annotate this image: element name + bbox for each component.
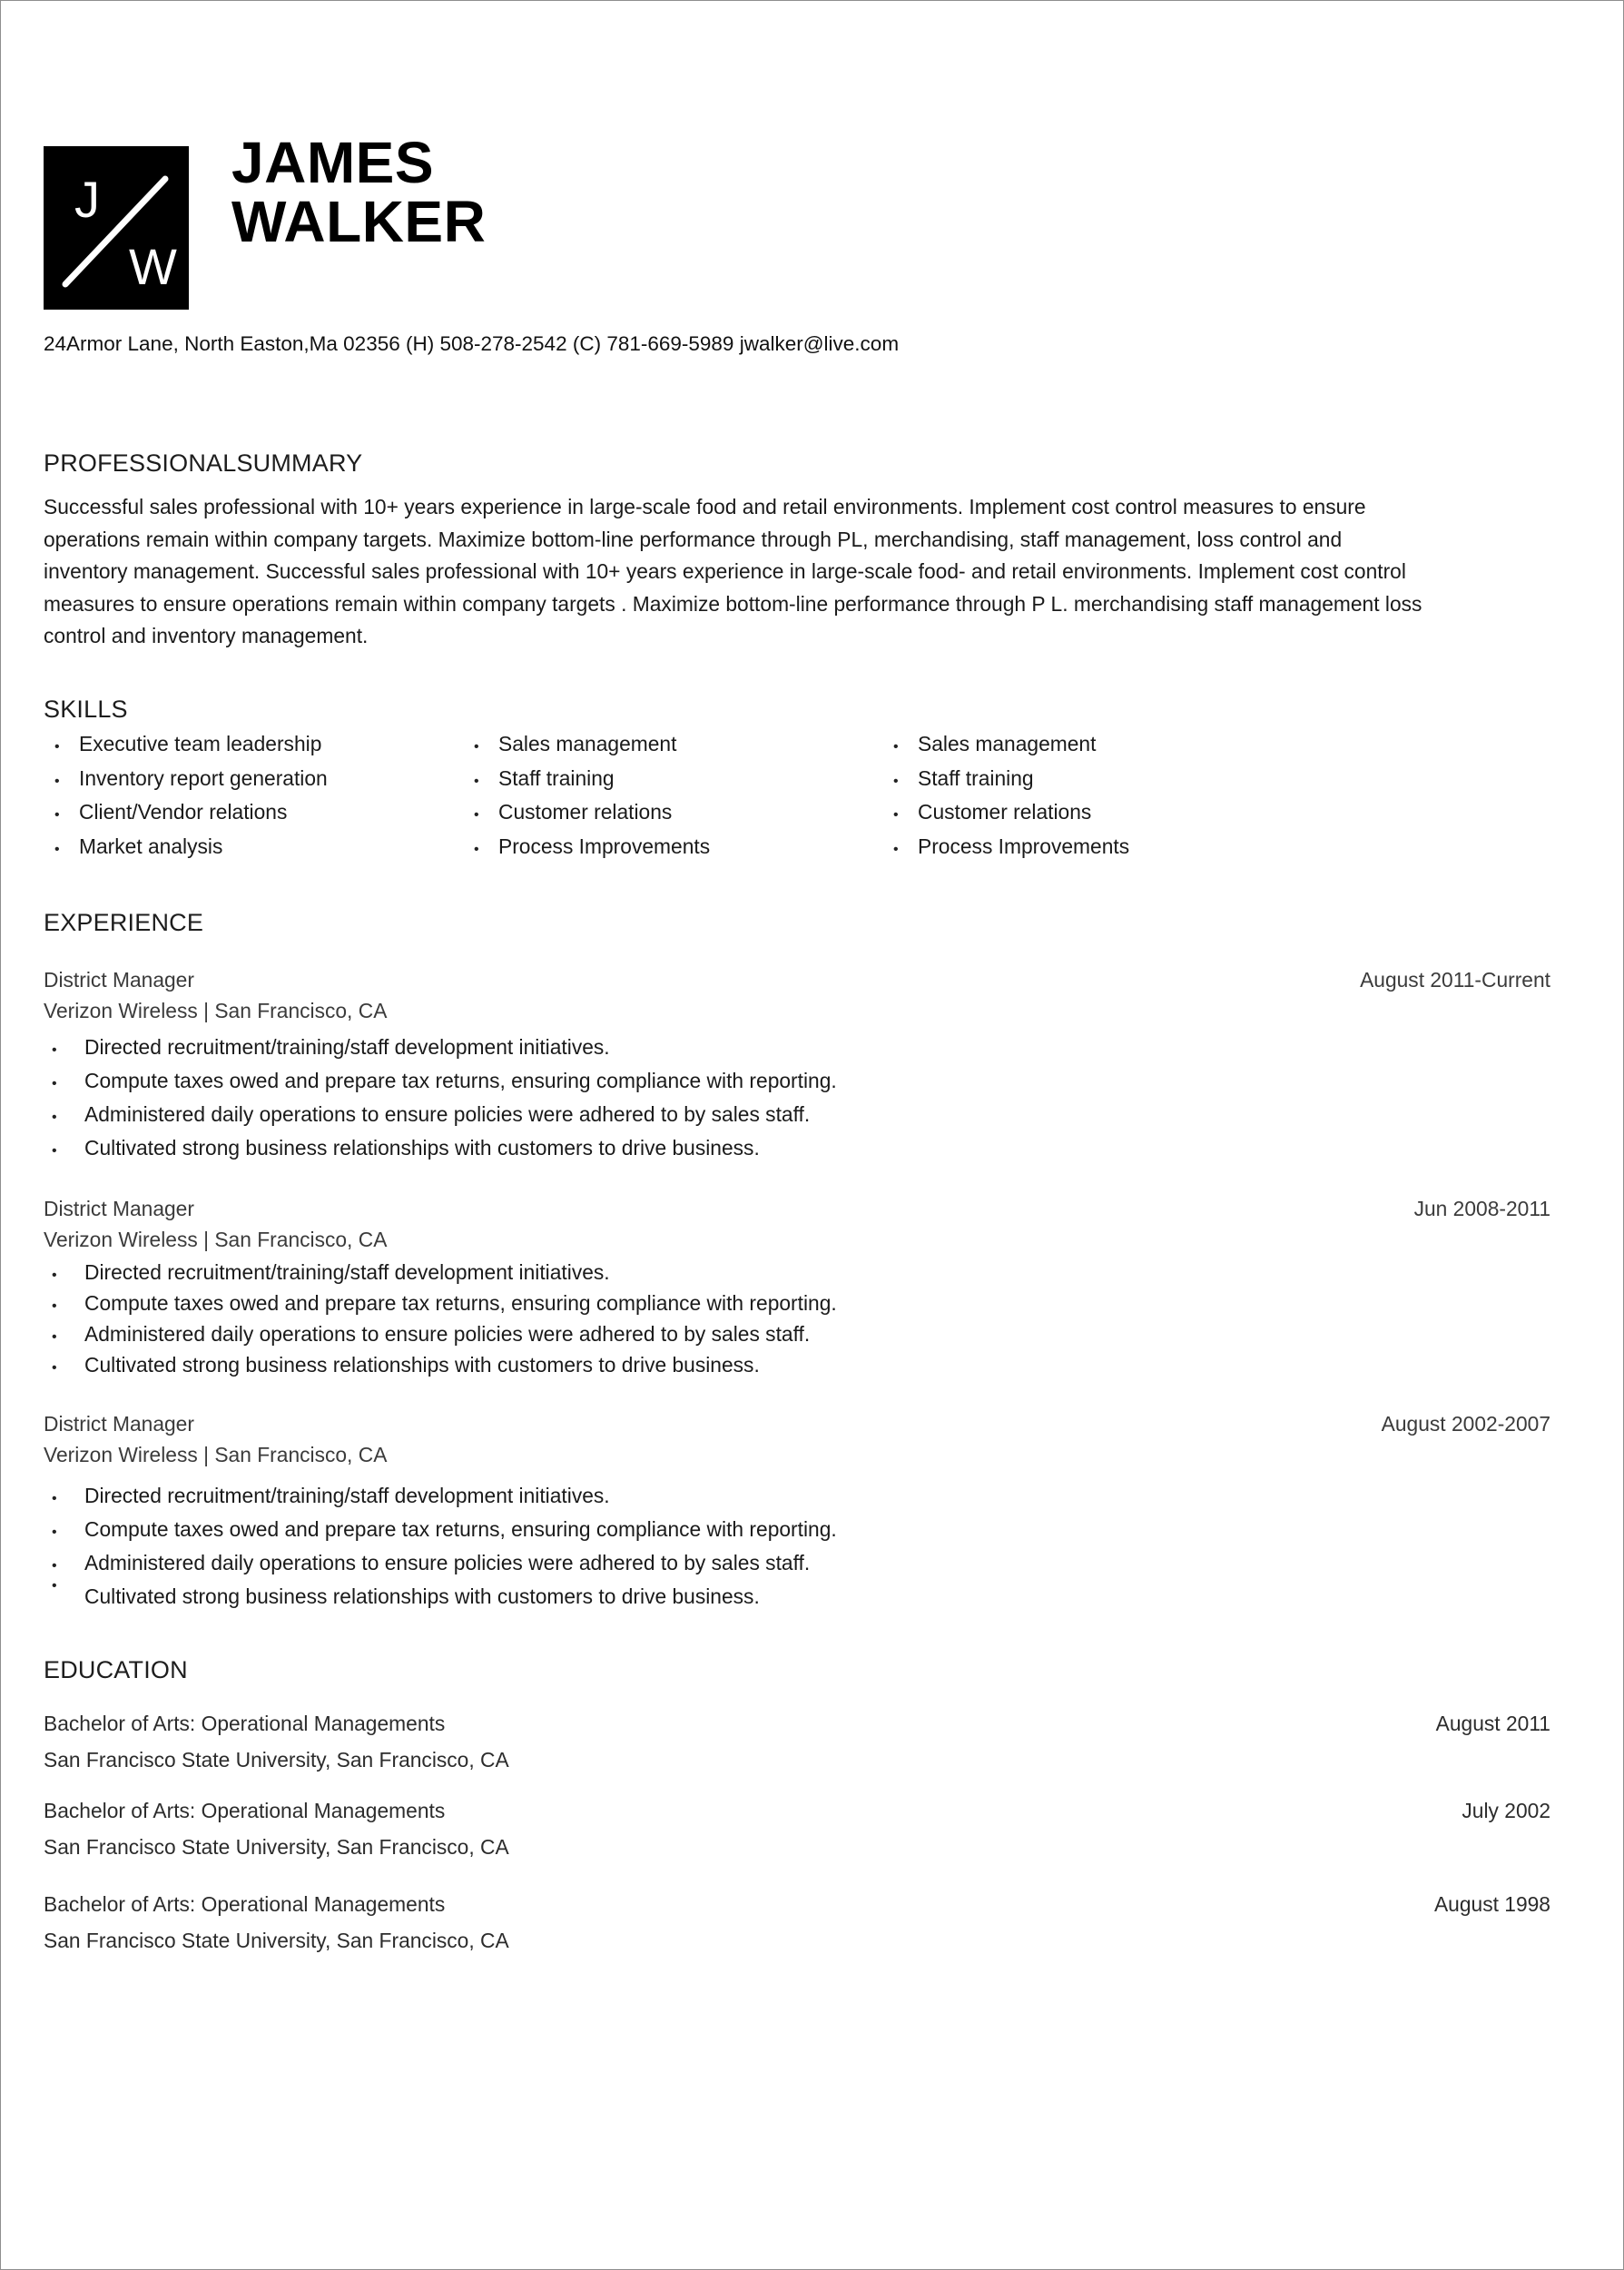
skill-item: [463, 732, 882, 766]
bullet-icon: •: [52, 1558, 57, 1574]
job-bullet: [44, 1318, 1550, 1349]
skill-item: [882, 766, 1302, 801]
experience-entry: [44, 964, 1550, 1165]
last-name: WALKER: [231, 189, 487, 255]
first-name: JAMES: [231, 130, 434, 195]
skill-item: [44, 766, 463, 801]
job-bullet-text: Administered daily operations to ensure policies were adhered to by sales staff.: [84, 1551, 811, 1574]
bullet-icon: •: [54, 807, 60, 823]
school-name-location: San Francisco State University, San Francisco, CA: [44, 1748, 509, 1772]
skill-item: [882, 800, 1302, 834]
job-bullet: [44, 1098, 1550, 1131]
skill-label: Sales management: [918, 732, 1097, 755]
skill-label: Customer relations: [498, 800, 673, 824]
degree-title: Bachelor of Arts: Operational Managements: [44, 1799, 446, 1822]
job-bullet: [44, 1131, 1550, 1165]
bullet-icon: •: [52, 1491, 57, 1506]
summary-paragraph: Successful sales professional with 10+ years experience in large-scale food and retail environments. Implement cost control measures to ensure operations remain within company targets. Maximize bottom-line performance through PL, merchandising, staff management, loss control and inventory management. Successful sales professional with 10+ years experience in large-scale food- and retail environments. Implement cost control measures to ensure operations remain within company targets . Maximize bottom-line performance through P L. merchandising staff management loss control and inventory management.: [44, 495, 1422, 647]
degree-date: July 2002: [1462, 1799, 1550, 1822]
bullet-icon: •: [893, 739, 899, 755]
job-bullet-text: Compute taxes owed and prepare tax returns, ensuring compliance with reporting.: [84, 1069, 837, 1092]
job-company-location: Verizon Wireless | San Francisco, CA: [44, 1228, 388, 1251]
candidate-name: [231, 130, 487, 255]
job-date-range: August 2011-Current: [1360, 968, 1550, 992]
job-bullet: [44, 1288, 1550, 1318]
bullet-icon: •: [52, 1143, 57, 1159]
svg-text:J: J: [74, 171, 100, 228]
skill-item: [44, 800, 463, 834]
job-bullet: [44, 1257, 1550, 1288]
job-title: District Manager: [44, 1412, 194, 1436]
job-bullet-text: Compute taxes owed and prepare tax returns, ensuring compliance with reporting.: [84, 1517, 837, 1541]
skill-label: Customer relations: [918, 800, 1092, 824]
job-title: District Manager: [44, 1197, 194, 1220]
job-date-range: August 2002-2007: [1381, 1412, 1550, 1436]
skills-grid: [44, 732, 1333, 868]
skill-label: Inventory report generation: [79, 765, 328, 790]
bullet-icon: •: [52, 1298, 57, 1314]
bullet-icon: •: [474, 807, 479, 823]
bullet-icon: •: [52, 1268, 57, 1283]
skills-column-2: [463, 732, 882, 868]
job-company-location: Verizon Wireless | San Francisco, CA: [44, 1443, 388, 1466]
skill-item: [463, 834, 882, 869]
job-bullet-list: [44, 1257, 1550, 1380]
education-entry: [44, 1792, 1550, 1865]
job-bullet: [44, 1064, 1550, 1098]
experience-entry-header: [44, 964, 1550, 995]
contact-line: 24Armor Lane, North Easton,Ma 02356 (H) 508-278-2542 (C) 781-669-5989 jwalker@live.com: [44, 332, 900, 355]
bullet-icon: •: [52, 1360, 57, 1376]
job-bullet-text: Directed recruitment/training/staff development initiatives.: [84, 1484, 610, 1507]
bullet-icon: •: [54, 773, 60, 789]
school-name-location: San Francisco State University, San Francisco, CA: [44, 1835, 509, 1859]
skill-item: [463, 766, 882, 801]
skill-label: Market analysis: [79, 834, 223, 858]
skill-label: Client/Vendor relations: [79, 800, 288, 824]
skill-label: Process Improvements: [918, 834, 1130, 858]
skill-item: [882, 834, 1302, 869]
job-bullet-text: Directed recruitment/training/staff development initiatives.: [84, 1260, 610, 1284]
svg-text:W: W: [129, 238, 177, 295]
job-bullet-text: Cultivated strong business relationships with customers to drive business.: [84, 1584, 760, 1608]
job-bullet: [44, 1479, 1550, 1513]
bullet-icon: •: [893, 807, 899, 823]
job-bullet: [44, 1031, 1550, 1064]
monogram-logo-icon: [44, 146, 189, 310]
skill-label: Sales management: [498, 732, 677, 755]
job-bullet: [44, 1546, 1550, 1580]
skill-item: [44, 834, 463, 869]
education-entry: [44, 1705, 1550, 1778]
bullet-icon: •: [52, 1076, 57, 1091]
experience-entry-header: [44, 1193, 1550, 1224]
education-entry-header: [44, 1705, 1550, 1742]
section-heading-education: EDUCATION: [44, 1656, 188, 1683]
bullet-icon: •: [474, 739, 479, 755]
job-bullet-text: Administered daily operations to ensure policies were adhered to by sales staff.: [84, 1102, 811, 1126]
skills-column-1: [44, 732, 463, 868]
education-entry-header: [44, 1886, 1550, 1922]
bullet-icon: •: [52, 1110, 57, 1125]
job-company-location: Verizon Wireless | San Francisco, CA: [44, 999, 388, 1022]
job-bullet-text: Cultivated strong business relationships with customers to drive business.: [84, 1353, 760, 1377]
job-bullet: [44, 1349, 1550, 1380]
education-entry: [44, 1886, 1550, 1959]
bullet-icon: •: [893, 841, 899, 857]
bullet-icon: •: [52, 1042, 57, 1058]
job-bullet-list: [44, 1031, 1550, 1165]
resume-header: [44, 130, 487, 310]
job-bullet-text: Compute taxes owed and prepare tax returns, ensuring compliance with reporting.: [84, 1291, 837, 1315]
job-bullet-text: Directed recruitment/training/staff development initiatives.: [84, 1035, 610, 1059]
bullet-icon: •: [52, 1578, 57, 1594]
bullet-icon: •: [52, 1525, 57, 1540]
skills-column-3: [882, 732, 1302, 868]
job-bullet-list: [44, 1479, 1550, 1614]
education-entry-header: [44, 1792, 1550, 1829]
degree-date: August 1998: [1433, 1892, 1550, 1916]
experience-entry: [44, 1408, 1550, 1614]
section-heading-summary: PROFESSIONALSUMMARY: [44, 449, 363, 477]
experience-entry: [44, 1193, 1550, 1380]
job-bullet: [44, 1580, 1550, 1614]
bullet-icon: •: [474, 841, 479, 857]
bullet-icon: •: [54, 841, 60, 857]
section-heading-skills: SKILLS: [44, 696, 128, 723]
job-bullet-text: Cultivated strong business relationships with customers to drive business.: [84, 1136, 760, 1160]
section-heading-experience: EXPERIENCE: [44, 909, 204, 936]
job-title: District Manager: [44, 968, 194, 992]
school-name-location: San Francisco State University, San Francisco, CA: [44, 1929, 509, 1952]
degree-title: Bachelor of Arts: Operational Managements: [44, 1712, 446, 1735]
degree-date: August 2011: [1435, 1712, 1550, 1735]
skill-item: [44, 732, 463, 766]
job-date-range: Jun 2008-2011: [1413, 1197, 1550, 1220]
skill-label: Process Improvements: [498, 834, 711, 858]
bullet-icon: •: [54, 739, 60, 755]
bullet-icon: •: [893, 773, 899, 789]
job-bullet: [44, 1513, 1550, 1546]
bullet-icon: •: [474, 773, 479, 789]
bullet-icon: •: [52, 1329, 57, 1345]
skill-item: [463, 800, 882, 834]
experience-entry-header: [44, 1408, 1550, 1439]
skill-label: Staff training: [498, 765, 615, 790]
skill-item: [882, 732, 1302, 766]
skill-label: Executive team leadership: [79, 732, 322, 755]
skill-label: Staff training: [918, 765, 1034, 790]
job-bullet-text: Administered daily operations to ensure policies were adhered to by sales staff.: [84, 1322, 811, 1346]
degree-title: Bachelor of Arts: Operational Managements: [44, 1892, 446, 1916]
